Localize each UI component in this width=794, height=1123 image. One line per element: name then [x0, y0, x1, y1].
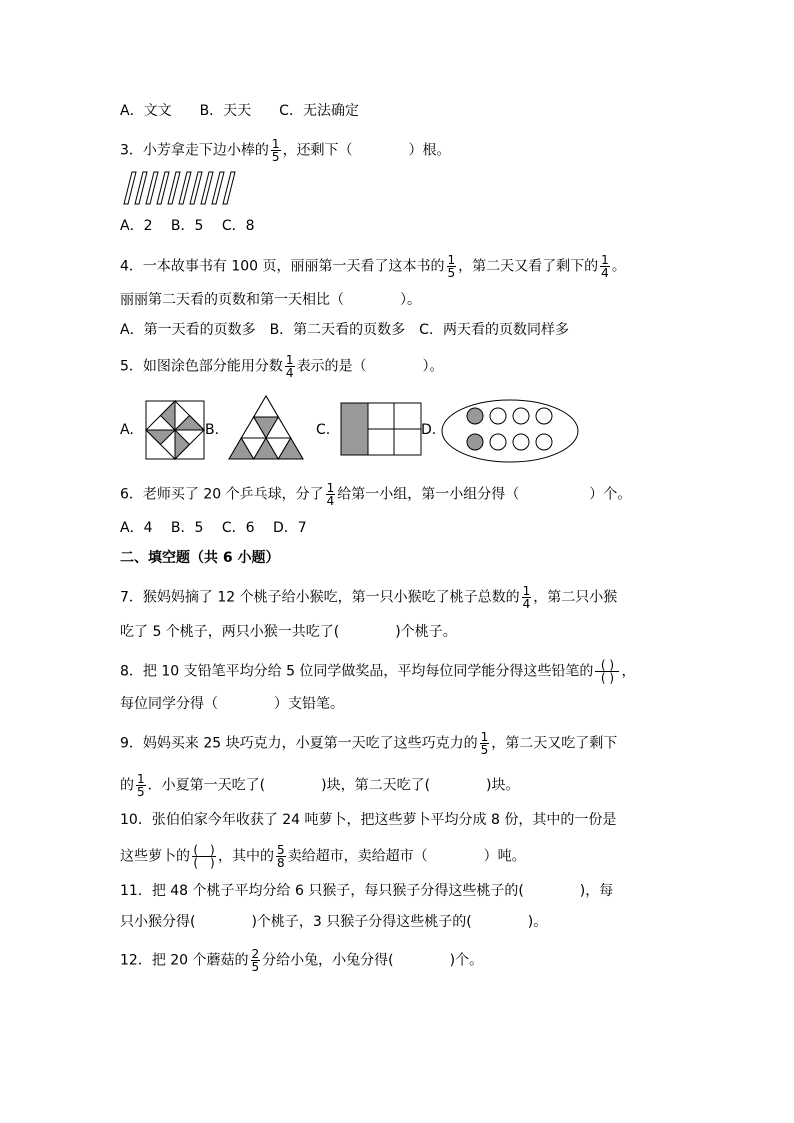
fraction: $\frac{1}{5}$ — [271, 137, 280, 164]
figure-c-rectangle — [340, 402, 422, 456]
option-d-label: D. — [421, 422, 437, 438]
option-b-label: B. — [205, 422, 220, 438]
sticks-figure — [118, 170, 248, 206]
question-8-line2: 每位同学分得（ ）支铅笔。 — [120, 696, 344, 712]
question-12: 12．把 20 个蘑菇的 $\frac{2}{5}$ 分给小兔，小兔分得( )个。 — [120, 947, 484, 974]
q4-options: A．第一天看的页数多 B．第二天看的页数多 C．两天看的页数同样多 — [120, 322, 569, 338]
question-11: 11．把 48 个桃子平均分给 6 只猴子，每只猴子分得这些桃子的( )，每 — [120, 883, 614, 899]
question-7-line2: 吃了 5 个桃子，两只小猴一共吃了( )个桃子。 — [120, 624, 457, 640]
figure-b-triangle — [228, 395, 304, 461]
figure-a-square — [145, 400, 205, 460]
question-3: 3．小芳拿走下边小棒的 $\frac{1}{5}$ ，还剩下（ ）根。 — [120, 137, 451, 164]
question-9-line2: 的 $\frac{1}{5}$ ．小夏第一天吃了( )块，第二天吃了( )块。 — [120, 772, 520, 799]
question-6: 6．老师买了 20 个乒乓球，分了 $\frac{1}{4}$ 给第一小组，第一小组分得（ ）个。 — [120, 481, 632, 508]
option-c-label: C. — [316, 422, 331, 438]
question-4: 4．一本故事书有 100 页，丽丽第一天看了这本书的 $\frac{1}{5}$ ，第二天又看了剩下的 $\frac{1}{4}$ 。 — [120, 253, 626, 280]
question-11-line2: 只小猴分得( )个桃子，3 只猴子分得这些桃子的( )。 — [120, 914, 548, 930]
q2-options: A．文文 B．天天 C．无法确定 — [120, 103, 359, 119]
question-7: 7．猴妈妈摘了 12 个桃子给小猴吃，第一只小猴吃了桃子总数的 $\frac{1}{4}$ ，第二只小猴 — [120, 584, 618, 611]
question-10: 10．张伯伯家今年收获了 24 吨萝卜，把这些萝卜平均分成 8 份，其中的一份是 — [120, 812, 617, 828]
figure-d-oval-circles — [440, 398, 580, 464]
question-5: 5．如图涂色部分能用分数 $\frac{1}{4}$ 表示的是（ ）。 — [120, 353, 444, 380]
question-4-line2: 丽丽第二天看的页数和第一天相比（ ）。 — [120, 292, 421, 308]
q3-options: A．2 B．5 C．8 — [120, 218, 255, 234]
option-a-label: A. — [120, 422, 134, 438]
question-9: 9．妈妈买来 25 块巧克力，小夏第一天吃了这些巧克力的 $\frac{1}{5}$ ，第二天又吃了剩下 — [120, 730, 618, 757]
q6-options: A．4 B．5 C．6 D．7 — [120, 520, 307, 536]
question-8: 8．把 10 支铅笔平均分给 5 位同学做奖品，平均每位同学能分得这些铅笔的 $\frac{( )}{( )}$ ， — [120, 658, 636, 685]
section-2-heading: 二、填空题（共 6 小题） — [120, 550, 280, 566]
question-10-line2: 这些萝卜的 $\frac{( )}{( )}$ ，其中的 $\frac{5}{8}$ 卖给超市，卖给超市（ ）吨。 — [120, 843, 526, 870]
